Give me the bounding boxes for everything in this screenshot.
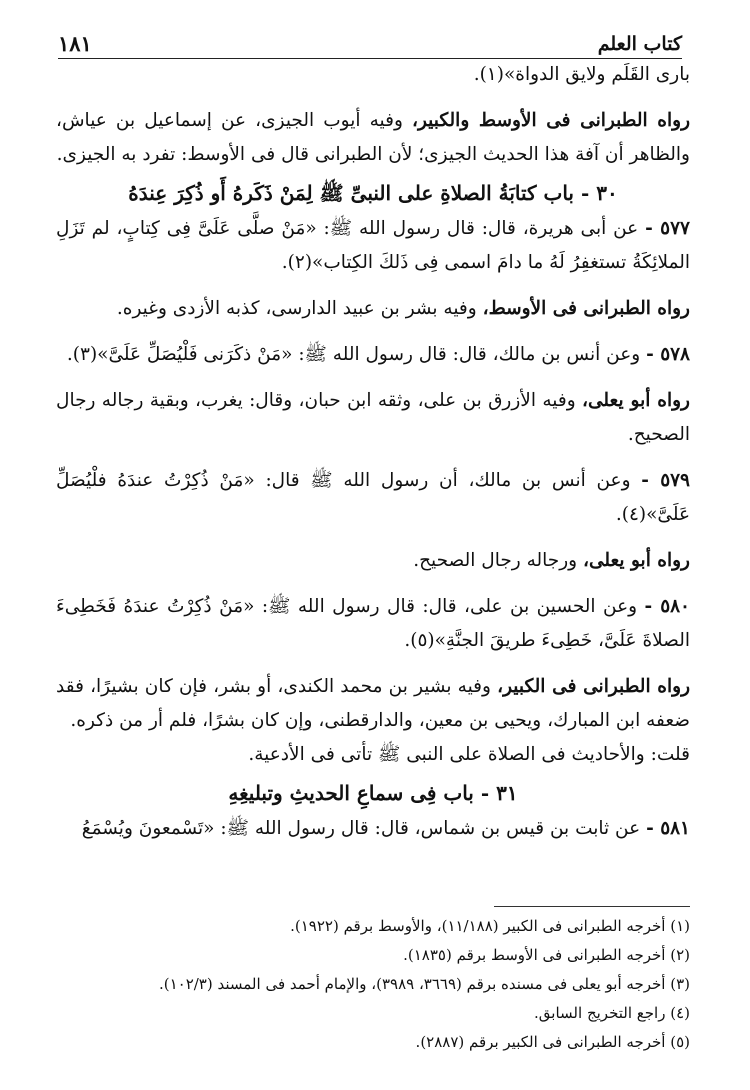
text-paragraph: رواه الطبرانى فى الأوسط والكبير، وفيه أيوب الجيزى، عن إسماعيل بن عياش، والظاهر أن آفة هذا الحديث الجيزى؛ لأن الطبرانى قال فى الأوسط: تفرد به الجيزى. (56, 110, 690, 165)
hadith-paragraph: ٥٨٠ - وعن الحسين بن على، قال: قال رسول الله ﷺ: «مَنْ ذُكِرْتُ عندَهُ فَخَطِىءَ الصلاةَ عَلَىَّ، خَطِىءَ طريقَ الجنَّةِ»(٥). (56, 596, 690, 651)
footnote: (٥) أخرجه الطبرانى فى الكبير برقم (٢٨٨٧). (415, 1033, 690, 1051)
chapter-heading: ٣١ - باب فِى سماعِ الحديثِ وتبليغِهِ (228, 781, 518, 805)
text-paragraph: رواه الطبرانى فى الكبير، وفيه بشير بن محمد الكندى، أو بشر، فإن كان بشيرًا، فقد ضعفه ابن المبارك، ويحيى بن معين، والدارقطنى، وإن كان بشرًا، فلم أر من ذكره. (56, 676, 690, 731)
footnote: (٢) أخرجه الطبرانى فى الأوسط برقم (١٨٣٥). (403, 946, 690, 964)
running-header (58, 24, 682, 59)
main-text (56, 58, 690, 846)
text-paragraph: رواه الطبرانى فى الأوسط، وفيه بشر بن عبيد الدارسى، كذبه الأزدى وغيره. (116, 298, 690, 319)
footnote-separator (494, 906, 690, 907)
footnote: (١) أخرجه الطبرانى فى الكبير (١١/١٨٨)، والأوسط برقم (١٩٢٢). (290, 917, 690, 935)
text-line: قلت: والأحاديث فى الصلاة على النبى ﷺ تأتى فى الأدعية. (248, 744, 690, 765)
page-number: ١٨١ (58, 31, 92, 56)
hadith-paragraph: ٥٧٩ - وعن أنس بن مالك، أن رسول الله ﷺ قال: «مَنْ ذُكِرْتُ عندَهُ فلْيُصَلِّ عَلَىَّ»(٤). (56, 470, 690, 525)
chapter-heading: ٣٠ - باب كتابَةُ الصلاةِ على النبىِّ ﷺ لِمَنْ ذَكَرهُ أَو ذُكِرَ عِندَهُ (128, 181, 618, 205)
text-line: بارى القَلَم ولايق الدواة»(١). (473, 64, 690, 85)
hadith-paragraph: ٥٨١ - عن ثابت بن قيس بن شماس، قال: قال رسول الله ﷺ: «تَسْمعونَ ويُسْمَعُ (81, 818, 690, 839)
hadith-paragraph: ٥٧٨ - وعن أنس بن مالك، قال: قال رسول الله ﷺ: «مَنْ ذكَرَنى فَلْيُصَلِّ عَلَىَّ»(٣). (66, 344, 690, 365)
footnote: (٣) أخرجه أبو يعلى فى مسنده برقم (٣٦٦٩، ٣٩٨٩)، والإمام أحمد فى المسند (١٠٢/٣). (158, 975, 690, 993)
book-title: كتاب العلم (597, 33, 682, 55)
hadith-paragraph: ٥٧٧ - عن أبى هريرة، قال: قال رسول الله ﷺ: «مَنْ صلَّى عَلَىَّ فِى كِتابٍ، لم تَزَلِ الملائِكَةُ تستغفِرُ لَهُ ما دامَ اسمى فِى ذَلكَ الكِتاب»(٢). (56, 218, 690, 273)
text-paragraph: رواه أبو يعلى، ورجاله رجال الصحيح. (413, 550, 690, 571)
footnote: (٤) راجع التخريج السابق. (534, 1004, 690, 1022)
footnotes (70, 912, 690, 1057)
text-paragraph: رواه أبو يعلى، وفيه الأزرق بن على، وثقه ابن حبان، وقال: يغرب، وبقية رجاله رجال الصحيح. (56, 390, 690, 445)
